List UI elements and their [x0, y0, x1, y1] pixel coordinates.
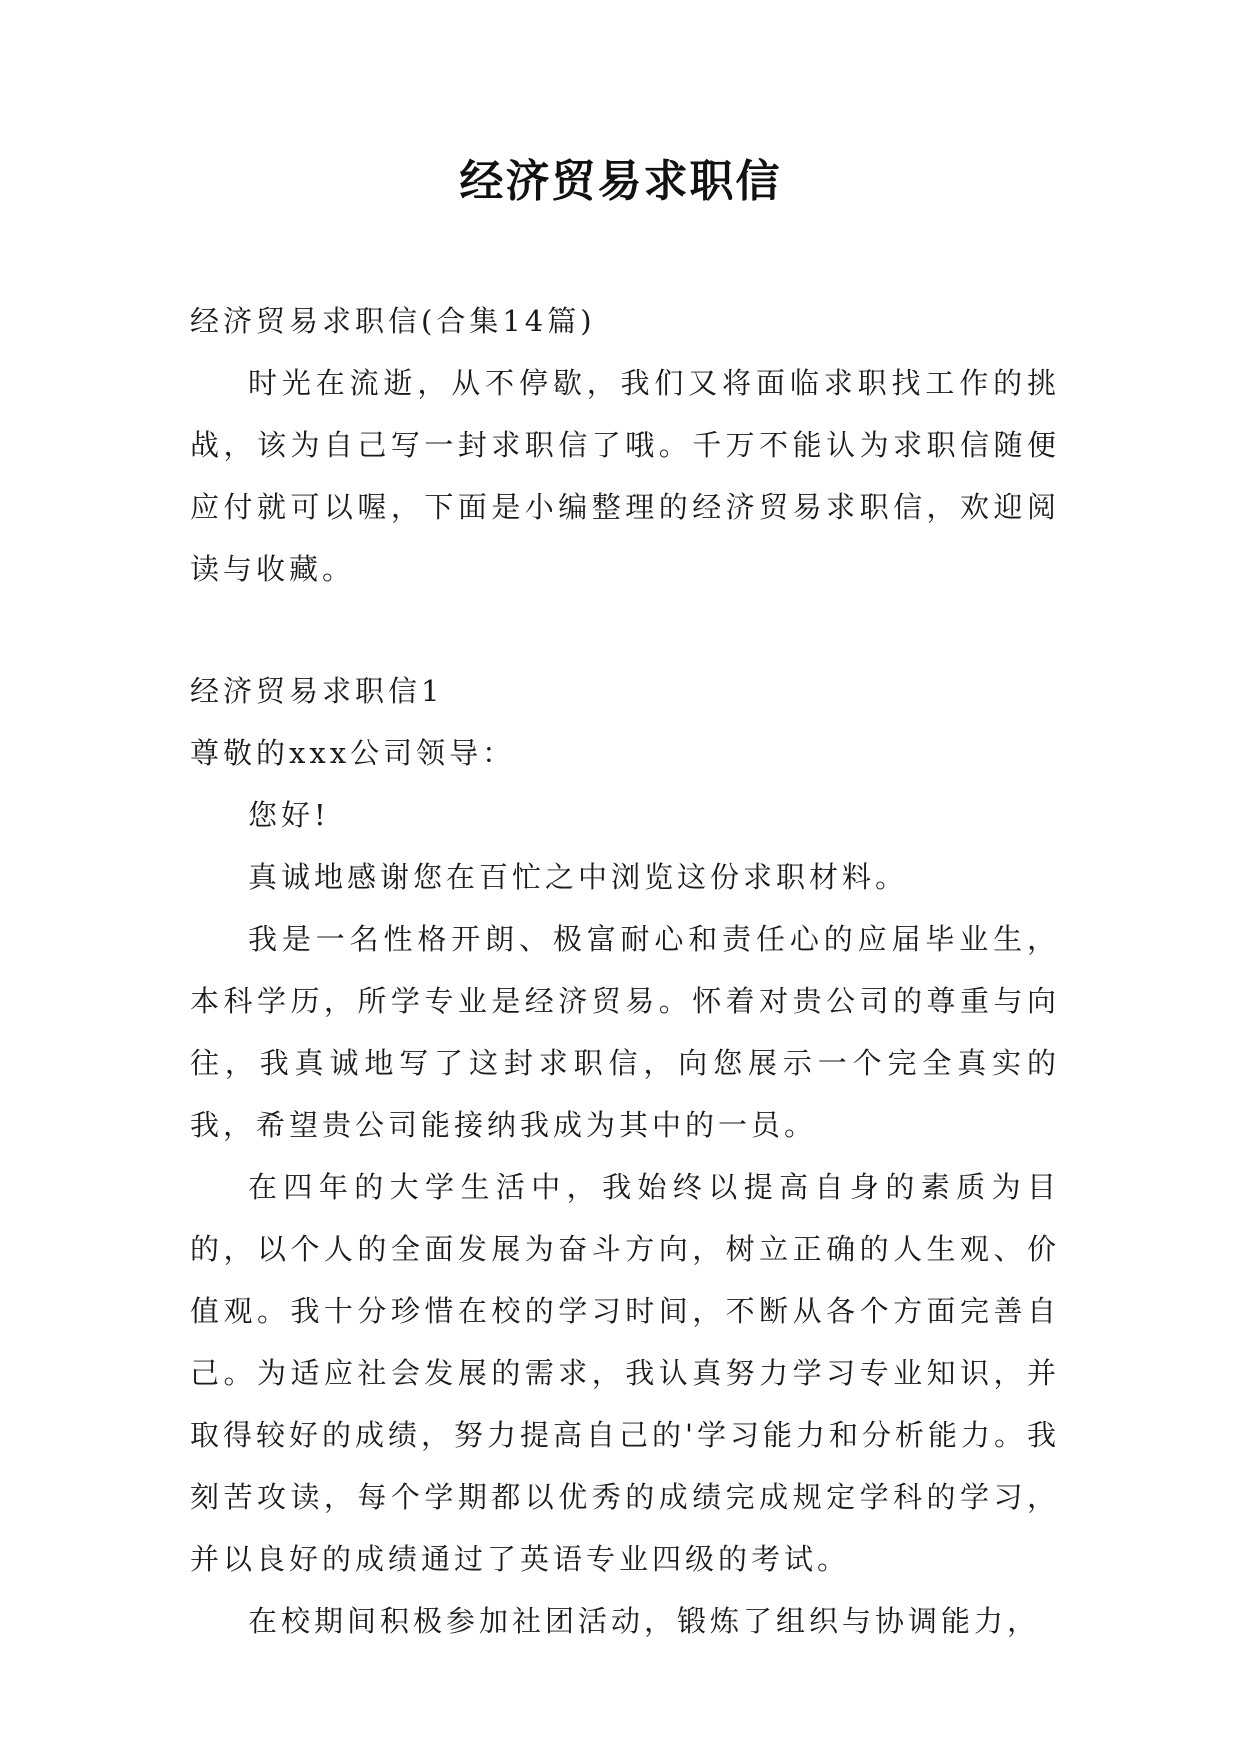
document-body: [190, 290, 1060, 1652]
body-paragraph: 在四年的大学生活中，我始终以提高自身的素质为目的，以个人的全面发展为奋斗方向，树立正确的人生观、价值观。我十分珍惜在校的学习时间，不断从各个方面完善自己。为适应社会发展的需求，我认真努力学习专业知识，并取得较好的成绩，努力提高自己的'学习能力和分析能力。我刻苦攻读，每个学期都以优秀的成绩完成规定学科的学习，并以良好的成绩通过了英语专业四级的考试。: [190, 1170, 1060, 1576]
document-title: 经济贸易求职信: [459, 156, 782, 207]
body-paragraph: 我是一名性格开朗、极富耐心和责任心的应届毕业生，本科学历，所学专业是经济贸易。怀着对贵公司的尊重与向往，我真诚地写了这封求职信，向您展示一个完全真实的我，希望贵公司能接纳我成为其中的一员。: [190, 922, 1060, 1142]
section-spacer: [190, 600, 1060, 660]
greeting: 您好!: [248, 798, 330, 832]
salutation: 尊敬的xxx公司领导：: [190, 736, 516, 770]
body-paragraph: 在校期间积极参加社团活动，锻炼了组织与协调能力，: [248, 1604, 1041, 1638]
body-paragraph: 真诚地感谢您在百忙之中浏览这份求职材料。: [248, 860, 909, 894]
section-heading: 经济贸易求职信1: [190, 674, 444, 708]
intro-paragraph: 时光在流逝，从不停歇，我们又将面临求职找工作的挑战，该为自己写一封求职信了哦。千万不能认为求职信随便应付就可以喔，下面是小编整理的经济贸易求职信，欢迎阅读与收藏。: [190, 366, 1060, 586]
document-subtitle: 经济贸易求职信(合集14篇): [190, 304, 596, 338]
